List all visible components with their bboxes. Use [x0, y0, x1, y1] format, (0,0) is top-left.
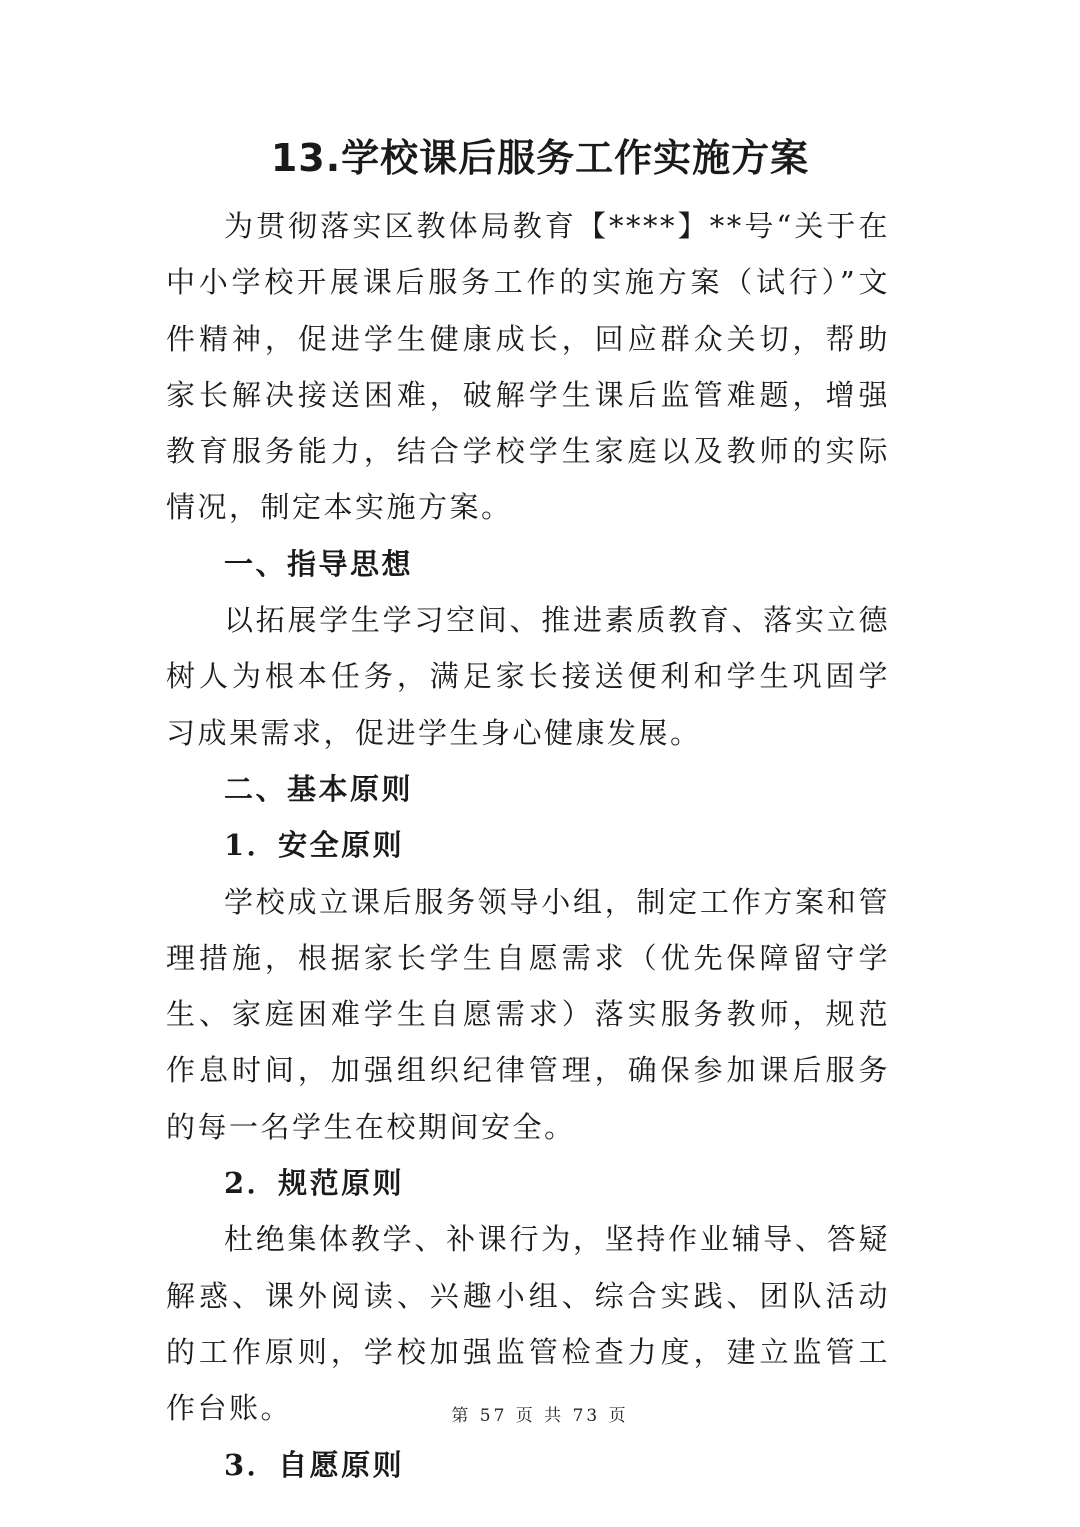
document-title: 13.学校课后服务工作实施方案 [270, 136, 810, 180]
principle-heading-voluntary: 3．自愿原则 [224, 1447, 405, 1482]
intro-paragraph: 为贯彻落实区教体局教育【****】**号“关于在中小学校开展课后服务工作的实施方案（试行）”文件精神，促进学生健康成长，回应群众关切，帮助家长解决接送困难，破解学生课后监管难题，增强教育服务能力，结合学校学生家庭以及教师的实际情况，制定本实施方案。 [166, 209, 890, 525]
section-heading-guiding-ideology: 一、指导思想 [224, 546, 414, 581]
guiding-ideology-paragraph: 以拓展学生学习空间、推进素质教育、落实立德树人为根本任务，满足家长接送便利和学生巩固学习成果需求，促进学生身心健康发展。 [166, 603, 890, 750]
section-heading-basic-principles: 二、基本原则 [224, 771, 414, 806]
document-body [166, 198, 890, 1493]
principle-heading-standardization: 2．规范原则 [224, 1166, 405, 1201]
principle-heading-safety: 1．安全原则 [224, 828, 405, 863]
safety-principle-paragraph: 学校成立课后服务领导小组，制定工作方案和管理措施，根据家长学生自愿需求（优先保障留守学生、家庭困难学生自愿需求）落实服务教师，规范作息时间，加强组织纪律管理，确保参加课后服务的每一名学生在校期间安全。 [166, 884, 890, 1144]
page-number-footer: 第 57 页 共 73 页 [451, 1406, 629, 1426]
standardization-principle-paragraph: 杜绝集体教学、补课行为，坚持作业辅导、答疑解惑、课外阅读、兴趣小组、综合实践、团队活动的工作原则，学校加强监管检查力度，建立监管工作台账。 [166, 1222, 890, 1426]
